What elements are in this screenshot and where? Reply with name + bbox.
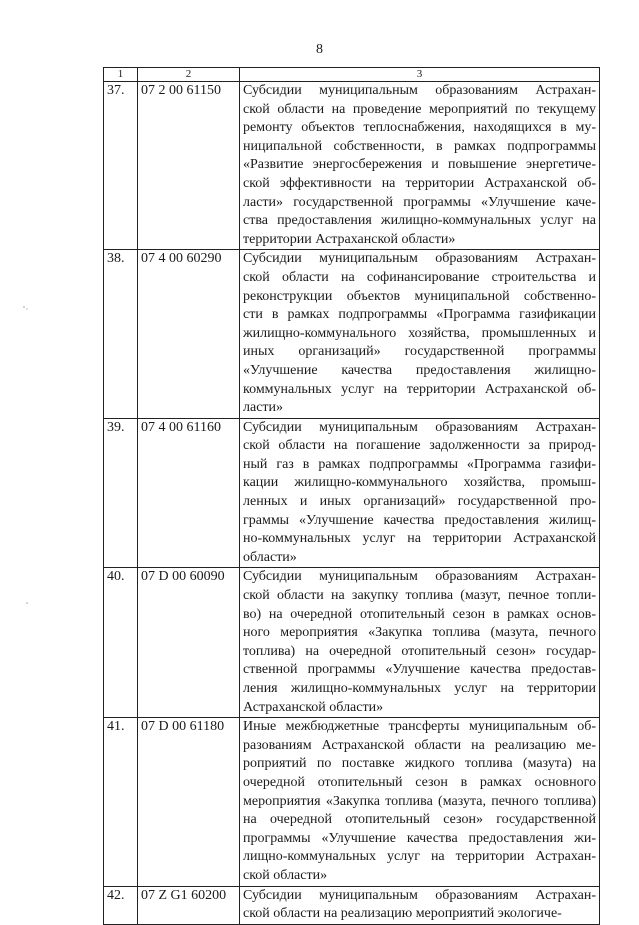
- description-line: «Улучшение качества предоставления жилищно-: [243, 362, 596, 378]
- scan-speck: [24, 600, 32, 606]
- description-line: ской области на погашение задолженности за природ-: [243, 438, 596, 454]
- description-line: программы «Улучшение качества предоставления жи-: [243, 830, 596, 846]
- description-line: лищно-коммунальных услуг на территории Астрахан-: [243, 849, 596, 865]
- description-line: области»: [243, 549, 297, 565]
- description-line: ласти» государственной программы «Улучшение каче-: [243, 194, 596, 210]
- description-line: сти в рамках подпрограммы «Программа газификации: [243, 307, 596, 323]
- row-number: 42.: [104, 886, 138, 924]
- description-line: очередной отопительный сезон в рамках основного: [243, 774, 596, 790]
- header-col-1: 1: [104, 68, 138, 82]
- row-description: [240, 886, 600, 924]
- description-line: ской области на софинансирование строительства и: [243, 269, 596, 285]
- description-line: территории Астраханской области»: [243, 231, 456, 247]
- description-line: кации жилищно-коммунального хозяйства, промыш-: [243, 475, 596, 491]
- scan-speck: [22, 305, 30, 311]
- description-line: на очередной отопительный сезон» государственной: [243, 812, 596, 828]
- row-description: [240, 82, 600, 250]
- table-row: [104, 718, 600, 886]
- row-number: 40.: [104, 568, 138, 718]
- description-line: ской области на проведение мероприятий по текущему: [243, 101, 596, 117]
- description-line: роприятий по поставке жидкого топлива (мазута) на: [243, 756, 596, 772]
- description-line: Субсидии муниципальным образованиям Астрахан-: [243, 251, 596, 267]
- row-number: 38.: [104, 250, 138, 418]
- table-row: [104, 568, 600, 718]
- description-line: разованиям Астраханской области на реализацию ме-: [243, 737, 596, 753]
- description-line: во) на очередной отопительный сезон в рамках основ-: [243, 606, 596, 622]
- description-line: ской эффективности на территории Астраханской об-: [243, 175, 596, 191]
- table-row: [104, 82, 600, 250]
- description-line: коммунальных услуг на территории Астраханской об-: [243, 381, 596, 397]
- description-line: реконструкции объектов муниципальной собственно-: [243, 288, 596, 304]
- description-line: ный газ в рамках подпрограммы «Программа газифи-: [243, 456, 596, 472]
- table-body: [104, 68, 600, 925]
- table-row: [104, 886, 600, 924]
- description-line: но-коммунальных услуг на территории Астраханской: [243, 531, 596, 547]
- description-line: ного мероприятия «Закупка топлива (мазута, печного: [243, 625, 596, 641]
- description-line: ской области на закупку топлива (мазут, печное топли-: [243, 588, 596, 604]
- description-line: ления жилищно-коммунальных услуг на территории: [243, 681, 596, 696]
- row-description: [240, 418, 600, 568]
- row-description: [240, 250, 600, 418]
- description-line: ской области»: [243, 867, 328, 883]
- description-line: ремонту объектов теплоснабжения, находящихся в му-: [243, 120, 596, 136]
- header-col-2: 2: [138, 68, 240, 82]
- description-line: Субсидии муниципальным образованиям Астрахан-: [243, 83, 596, 98]
- budget-code: 07 D 00 60090: [138, 568, 240, 718]
- budget-classification-table: [103, 67, 600, 925]
- budget-code: 07 2 00 61150: [138, 82, 240, 250]
- description-line: ниципальной собственности, в рамках подпрограммы: [243, 138, 596, 154]
- table-row: [104, 418, 600, 568]
- table-header-row: [104, 68, 600, 82]
- description-line: Субсидии муниципальным образованиям Астрахан-: [243, 569, 596, 585]
- budget-code: 07 Z G1 60200: [138, 886, 240, 924]
- description-line: Субсидии муниципальным образованиям Астрахан-: [243, 887, 596, 903]
- header-col-3: 3: [240, 68, 600, 82]
- description-line: «Развитие энергосбережения и повышение энергетиче-: [243, 157, 596, 173]
- table-row: [104, 250, 600, 418]
- budget-code: 07 4 00 61160: [138, 418, 240, 568]
- description-line: Субсидии муниципальным образованиям Астрахан-: [243, 419, 596, 435]
- description-line: ласти»: [243, 400, 284, 416]
- page-number: 8: [316, 42, 323, 57]
- description-line: граммы «Улучшение качества предоставления жилищ-: [243, 512, 596, 528]
- description-line: жилищно-коммунального хозяйства, промышленных и: [243, 325, 596, 341]
- description-line: ской области на реализацию мероприятий экологиче-: [243, 906, 562, 922]
- budget-code: 07 4 00 60290: [138, 250, 240, 418]
- description-line: Астраханской области»: [243, 699, 384, 715]
- row-description: [240, 568, 600, 718]
- row-description: [240, 718, 600, 886]
- description-line: топлива) на очередной отопительный сезон» государ-: [243, 643, 596, 659]
- description-line: ства предоставления жилищно-коммунальных услуг на: [243, 213, 596, 229]
- description-line: иных организаций» государственной программы: [243, 344, 596, 360]
- description-line: ленных и иных организаций» государственной про-: [243, 494, 596, 510]
- description-line: ственной программы «Улучшение качества предостав-: [243, 662, 596, 678]
- budget-code: 07 D 00 61180: [138, 718, 240, 886]
- row-number: 39.: [104, 418, 138, 568]
- row-number: 41.: [104, 718, 138, 886]
- description-line: Иные межбюджетные трансферты муниципальным об-: [243, 719, 596, 735]
- description-line: мероприятия «Закупка топлива (мазута, печного топлива): [243, 793, 596, 809]
- row-number: 37.: [104, 82, 138, 250]
